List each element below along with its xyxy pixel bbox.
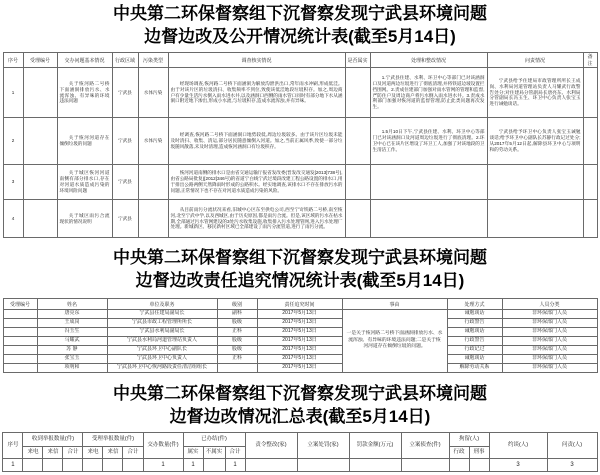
public-status-table [3, 52, 598, 238]
table-cell: 经调查,恢河路二号桥下面涵洞口地势较低,周边垃圾较多。由于该片区垃圾未能及时清扫、收集、清运,部分居民随意倾倒入河道。加之,当前正属风季,致使一部分垃圾随风散落,未及时清理,造成恢河涵洞口有垃圾积存。 [168, 118, 345, 165]
column-header: 责任追究时间 [257, 299, 342, 310]
table-cell: 宁武县给予环卫中心负责人张宝玉诫勉谈话;给予环卫中心副队长苏静行政记过处分;从2017年5月12日起,解除县环卫中心与项明和的劳动关系。 [487, 118, 583, 165]
column-header: 备注 [583, 53, 597, 68]
table-cell: 关于恢河路二号桥下面涵洞排放污水、水流浑浊、有异味的环境违法问题 [57, 68, 112, 118]
table-cell: 宁武县给予住建局市政管理所所长王成岗、水利局河道管理站负责人马耀武行政警告处分;对住建局分管副局长唐亮东、水利局分管副局长冯玉生、环卫中心负责人张宝玉进行诫勉谈话。 [487, 68, 583, 118]
table1-title-line2: 边督边改及公开情况统计表(截至5月14日) [144, 27, 456, 46]
column-header: 来电 [83, 447, 103, 459]
table-cell: 张宝玉 [37, 355, 107, 364]
table-cell: 股级 [217, 346, 257, 355]
table-cell [3, 310, 37, 319]
table-cell: 2 [3, 118, 23, 165]
table-cell: 王成岗 [37, 319, 107, 328]
table-cell [487, 165, 583, 200]
reason-merged-cell: 一是关于恢河路二号桥下面涵洞排放污水、水流浑浊、有异味的环境违法问题;二是关于恢河河道存在倾倒垃圾的问题。 [342, 310, 447, 373]
table-cell: 非环保部门人员 [502, 328, 597, 337]
table-cell: 水体污染 [138, 68, 168, 118]
table-cell [203, 459, 225, 472]
column-header: 罚款金额(万元) [349, 433, 401, 459]
table-cell: 2017年5月13日 [257, 310, 342, 319]
table-cell [103, 459, 123, 472]
column-header: 立案侦查(件) [401, 433, 449, 459]
column-header: 级别 [217, 299, 257, 310]
table3-title-line1: 中央第二环保督察组下沉督察发现宁武县环境问题 [113, 384, 487, 403]
table-cell: 1 [3, 459, 23, 472]
column-header: 处理和整改情况 [370, 53, 487, 68]
column-header: 拘留(人) [449, 433, 489, 447]
table-cell [345, 68, 370, 118]
table-cell: 解除劳动关系 [447, 364, 502, 373]
column-header: 属实 [183, 447, 203, 459]
table1-title-line1: 中央第二环保督察组下沉督察发现宁武县环境问题 [113, 4, 487, 23]
table-header-row [3, 299, 597, 310]
table-cell [23, 200, 57, 238]
table-cell: 冯玉生 [37, 328, 107, 337]
table-cell [23, 459, 43, 472]
column-header: 行政区域 [112, 53, 138, 68]
table-row [3, 200, 597, 238]
table-cell: 宁武县 [112, 68, 138, 118]
summary-table [2, 432, 597, 472]
column-header: 收到举报数量(件) [23, 433, 83, 447]
table-cell [449, 459, 469, 472]
table-cell: 3 [489, 459, 547, 472]
table-cell [3, 319, 37, 328]
column-header: 责令整改(家) [245, 433, 297, 459]
table-cell: 关于城区雨污合流现状的情况说明 [57, 200, 112, 238]
column-header: 合计 [123, 447, 143, 459]
table-row [3, 118, 597, 165]
table-cell: 非环保部门人员 [502, 319, 597, 328]
table-header-row [3, 433, 597, 447]
table-cell: 1 [3, 68, 23, 118]
table-cell [23, 118, 57, 165]
table2-title-line1: 中央第二环保督察组下沉督察发现宁武县环境问题 [113, 248, 487, 267]
table-cell [138, 200, 168, 238]
table-cell [487, 200, 583, 238]
table-cell: 2017年5月13日 [257, 328, 342, 337]
table-cell: 行政记过 [447, 346, 502, 355]
table-cell: 正科 [217, 328, 257, 337]
table-cell: 副科 [217, 310, 257, 319]
table-cell: 非环保部门人员 [502, 364, 597, 373]
column-header: 序号 [3, 53, 23, 68]
column-header: 单位及职务 [107, 299, 217, 310]
table-cell: 2017年5月13日 [257, 337, 342, 346]
table-cell [401, 459, 449, 472]
table-cell [3, 328, 37, 337]
table-cell: 宁武县住建局副局长 [107, 310, 217, 319]
table-cell: 非环保部门人员 [502, 337, 597, 346]
column-header: 姓名 [37, 299, 107, 310]
table-cell: 宁武县环卫中心恢河路段责任清洁组组长 [107, 364, 217, 373]
table-cell: 恢河河道南侧的排水口是由省交通运输厅报省发改委(晋发改交通发[2013]738号),由省公路局批复([2012]346号)的省道宁白线宁武过境段改建工程公路设置的排水口,用于排出公路两侧天然降雨时形成的公路积水。经实地调查,该排水口不存在排放污水的问题,正常情况下也不存在对河道水质造成污染的风险。 [168, 165, 345, 200]
table-cell: 宁武县水利局河道管理站负责人 [107, 337, 217, 346]
table-cell [217, 364, 257, 373]
table2-title-line2: 边督边改责任追究情况统计表(截至5月14日) [135, 271, 465, 290]
column-header: 不属实 [203, 447, 225, 459]
accountability-table [3, 298, 598, 373]
column-header: 交办数量(件) [143, 433, 183, 459]
table-cell: 非环保部门人员 [502, 355, 597, 364]
table-row [3, 337, 597, 346]
table-row [3, 165, 597, 200]
column-header: 受理举报数量(件) [83, 433, 143, 447]
table-cell [3, 337, 37, 346]
table-cell: 1 [143, 459, 183, 472]
table-cell [583, 165, 597, 200]
column-header: 人员分类 [502, 299, 597, 310]
table-cell [23, 68, 57, 118]
table-cell [370, 165, 487, 200]
table-row [3, 355, 597, 364]
table-cell: 项明和 [37, 364, 107, 373]
column-header: 来电 [23, 447, 43, 459]
table-row [3, 364, 597, 373]
column-header: 来信 [43, 447, 63, 459]
table-cell: 宁武县 [112, 165, 138, 200]
table-cell [3, 346, 37, 355]
column-header: 合计 [225, 447, 245, 459]
column-header: 序号 [3, 433, 23, 459]
column-header: 立案处罚(家) [297, 433, 349, 459]
column-header: 行政 [449, 447, 469, 459]
table-row [3, 328, 597, 337]
table-cell: 2017年5月13日 [257, 319, 342, 328]
table-cell [349, 459, 401, 472]
column-header: 受理编号 [23, 53, 57, 68]
table-cell: 从目前雨污分流状况来看,旧城中心区东至供电公司,西至宁岢铁路二号桥,南至恢河,北至宁武中学,以及西城区,由于历史原因,都是雨污合流。但是,该区域的污水在枯水期,全部通过污水管网建设的3处污水收集设施,收集排入污水处理管网,进入污水处理厂处理。新城新区、移民新村区域已全部建设了雨污分流管道,进行了雨污分流。 [168, 200, 345, 238]
table-row [3, 319, 597, 328]
table-cell: 诫勉谈话 [447, 310, 502, 319]
table-row [3, 68, 597, 118]
table-cell: 关于城区恢河河道南侧有部分排水口,存在对河道水质造成污染的环境风险问题 [57, 165, 112, 200]
table-cell: 经现场调查,恢河路二号桥下面涵洞为解放沟泄洪出口,常年雨水冲刷,形成低洼。由于对该片区的垃圾清扫、收集频率不到位,致使该低洼地段垃圾积存。加之,周边商户有少量生活污水倒入雨水进水井,以及涵洞口西侧的雨水管口同时有部分地下水从涵洞口附近地下渗出,形成小水流,与垃圾积存,造成水流浑浊,并有异味。 [168, 68, 345, 118]
table-cell: 非环保部门人员 [502, 346, 597, 355]
table-cell: 1.5月10日下午,宁武县住建、水利、环卫中心等部门已对该涵洞口及河道周边垃圾进行了彻底清理。2.环卫中心已在该片区增设了环卫工人,加强了对该地段的卫生清洁工作。 [370, 118, 487, 165]
column-header: 交办问题基本情况 [57, 53, 112, 68]
table-cell: 苏 静 [37, 346, 107, 355]
table-cell: 宁武县 [112, 200, 138, 238]
column-header: 处理方式 [447, 299, 502, 310]
table-cell: 宁武县环卫中心负责人 [107, 355, 217, 364]
table-cell: 3 [547, 459, 597, 472]
table-row [3, 459, 597, 472]
table-cell [43, 459, 63, 472]
column-header: 约谈(人) [489, 433, 547, 459]
table-cell [245, 459, 297, 472]
table-cell: 行政警告 [447, 337, 502, 346]
table-cell [583, 118, 597, 165]
table-cell [469, 459, 489, 472]
table-cell: 2017年5月13日 [257, 364, 342, 373]
table-cell [345, 165, 370, 200]
table-cell: 2017年5月13日 [257, 355, 342, 364]
column-header: 问责情况 [487, 53, 583, 68]
table-cell: 1 [183, 459, 203, 472]
table-cell: 股级 [217, 337, 257, 346]
table-cell: 诫勉谈话 [447, 328, 502, 337]
table-cell: 唐亮东 [37, 310, 107, 319]
table-cell: 正科 [217, 355, 257, 364]
table-cell: 4 [3, 200, 23, 238]
table-cell: 股级 [217, 319, 257, 328]
table-cell: 宁武县环卫中心副队长 [107, 346, 217, 355]
table-cell: 宁武县水利局副局长 [107, 328, 217, 337]
table-cell [583, 68, 597, 118]
table-cell [3, 355, 37, 364]
table-cell: 1.宁武县住建、水利、环卫中心等部门已对该涵洞口及河道两边垃圾进行了彻底清理,并将铁道边坡设置拦挡围网。2.责成住建部门加强对雨水管网的管理和监督,严防住户及周边商户将污水倒入雨水进水井。3.责成水利部门加强对恢河道的监督管理,防止此类问题再次发生。 [370, 68, 487, 118]
table-cell [345, 200, 370, 238]
table-cell: 行政警告 [447, 319, 502, 328]
table-cell: 2017年5月13日 [257, 346, 342, 355]
table3-title-line2: 边督边改情况汇总表(截至5月14日) [169, 407, 431, 426]
column-header: 污染类型 [138, 53, 168, 68]
table-cell: 关于恢河河道存在倾倒垃圾的问题 [57, 118, 112, 165]
table-header-row [3, 53, 597, 68]
table-cell [63, 459, 83, 472]
table-cell [297, 459, 349, 472]
table-cell [3, 364, 37, 373]
table-cell: 非环保部门人员 [502, 310, 597, 319]
column-header: 问责(人) [547, 433, 597, 459]
table-cell [123, 459, 143, 472]
column-header: 刑事 [469, 447, 489, 459]
table-cell: 3 [3, 165, 23, 200]
table-cell: 诫勉谈话 [447, 355, 502, 364]
table-cell [138, 165, 168, 200]
column-header: 已办结(件) [183, 433, 245, 447]
column-header: 事由 [342, 299, 447, 310]
table-cell [23, 165, 57, 200]
table-cell: 宁武县市政工程管理所所长 [107, 319, 217, 328]
table-cell [345, 118, 370, 165]
table-cell [370, 200, 487, 238]
table-cell [583, 200, 597, 238]
table-cell: 水体污染 [138, 118, 168, 165]
column-header: 调查核实情况 [168, 53, 345, 68]
table-cell: 1 [225, 459, 245, 472]
column-header: 来信 [103, 447, 123, 459]
table-row [3, 310, 597, 319]
table-cell [83, 459, 103, 472]
table-cell: 宁武县 [112, 118, 138, 165]
table-cell: 马耀武 [37, 337, 107, 346]
table-row [3, 346, 597, 355]
column-header: 合计 [63, 447, 83, 459]
column-header: 是否属实 [345, 53, 370, 68]
column-header: 受理编号 [3, 299, 37, 310]
